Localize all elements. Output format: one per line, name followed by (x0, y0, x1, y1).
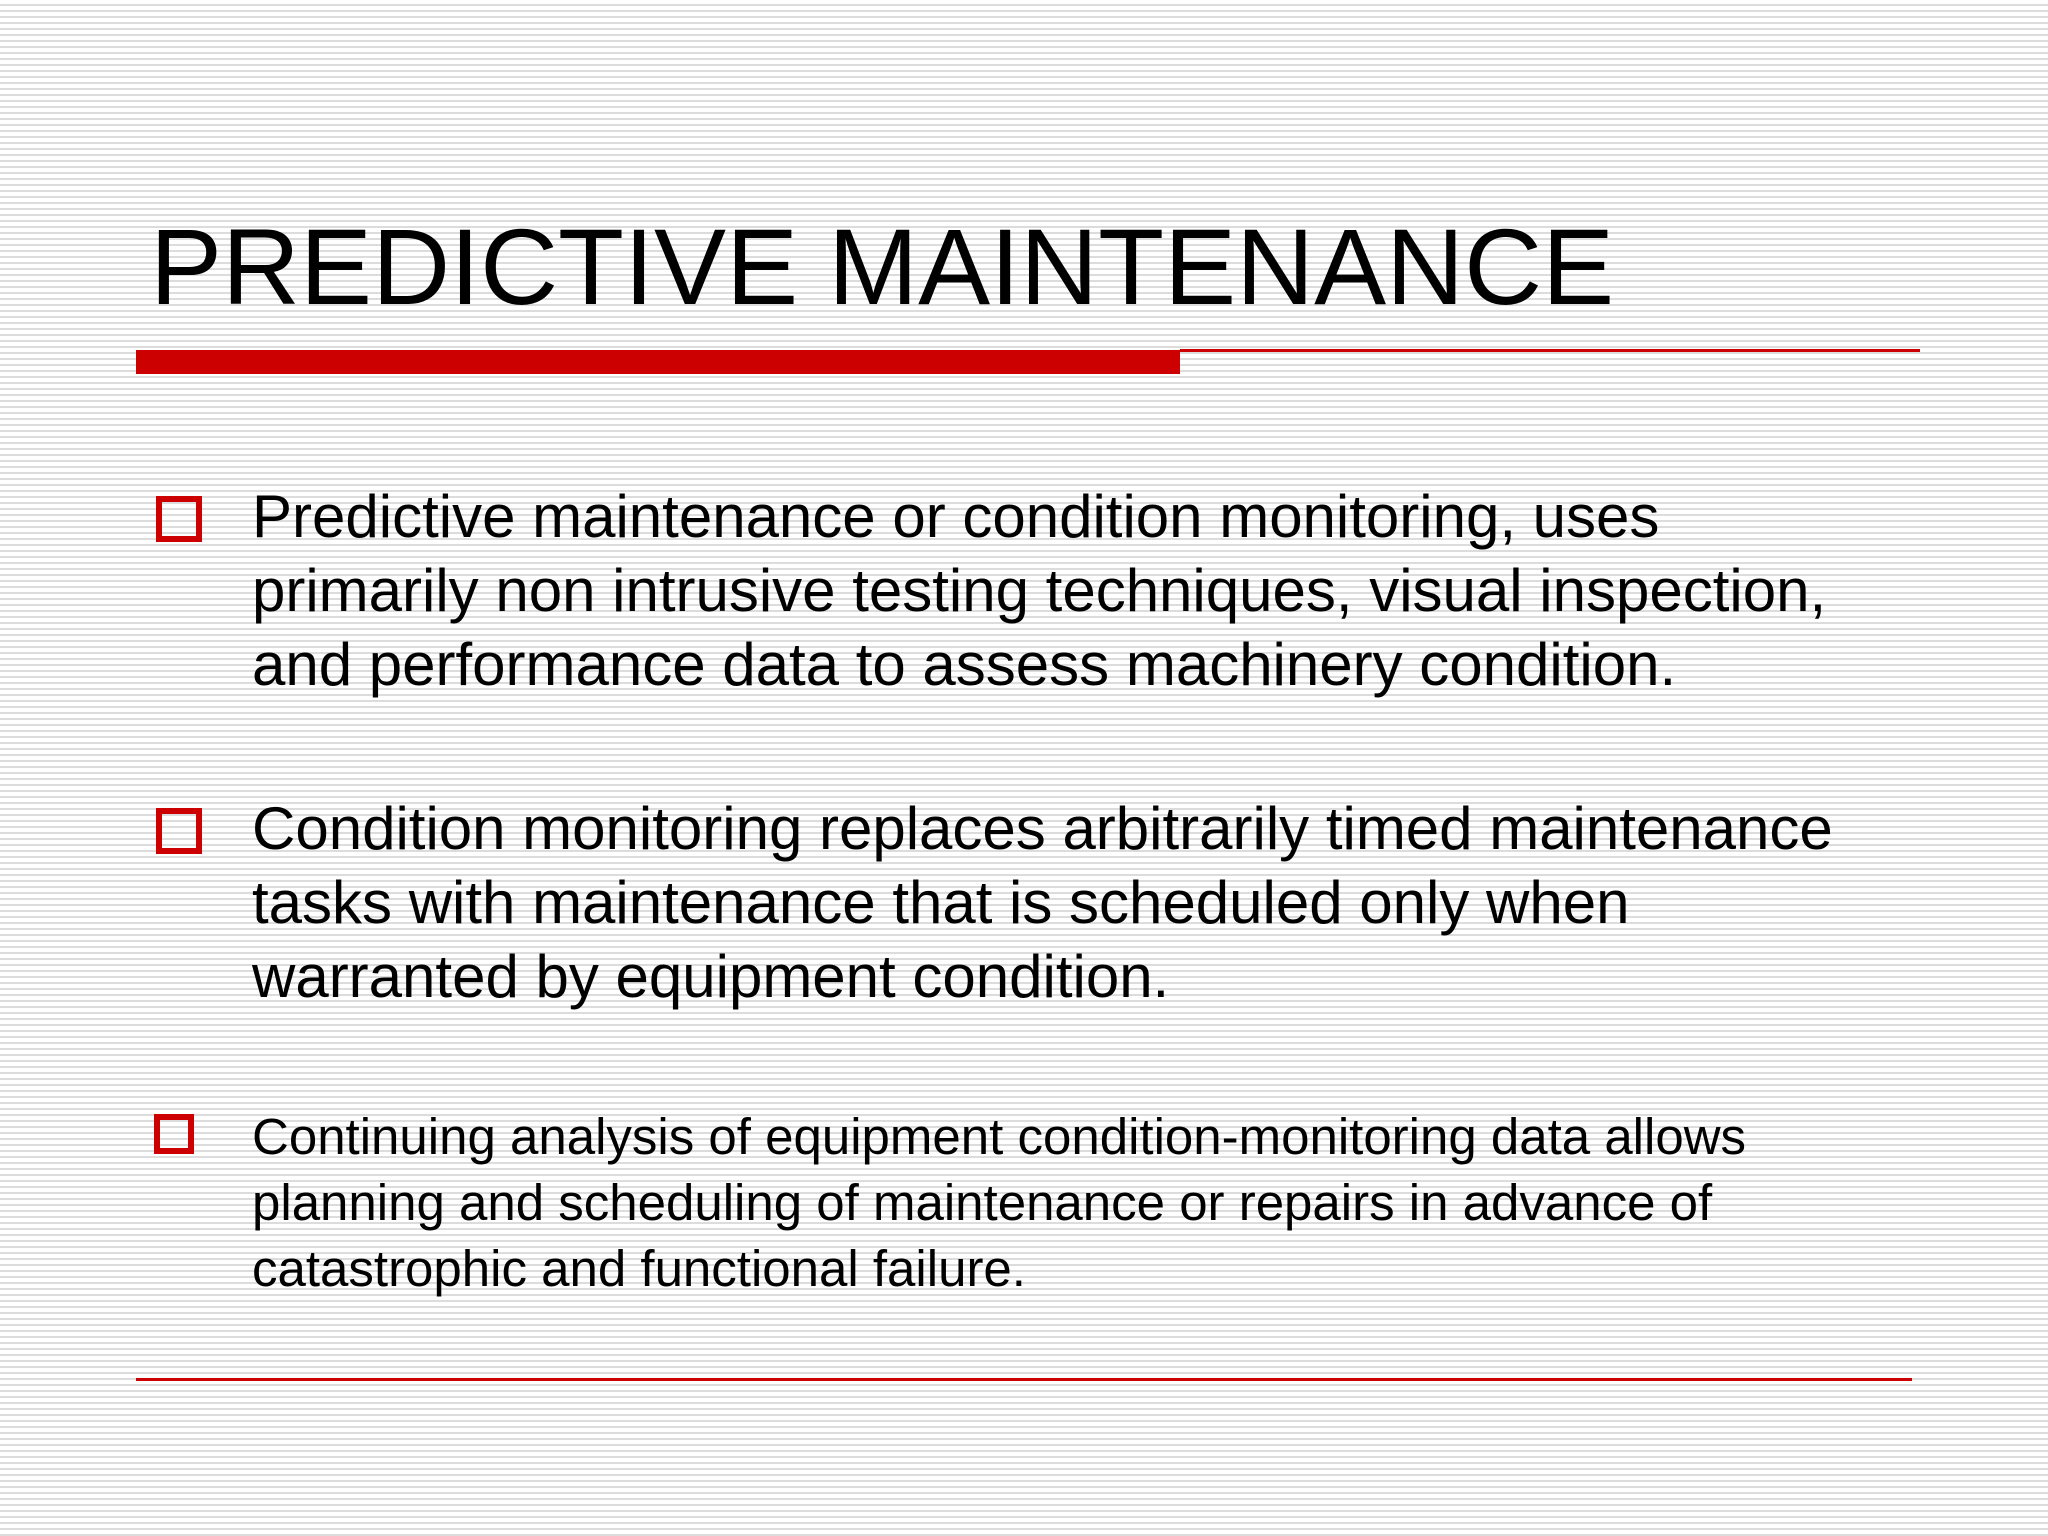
hollow-square-icon (156, 496, 202, 542)
bullet-text: Condition monitoring replaces arbitrarily timed maintenance tasks with maintenance that is scheduled only when warranted by equipment condition. (252, 795, 1833, 1010)
title-underline-thick (136, 350, 1180, 374)
hollow-square-icon (154, 1114, 194, 1154)
title-underline-thin (1180, 349, 1920, 352)
bullet-text: Continuing analysis of equipment condition-monitoring data allows planning and scheduling of maintenance or repairs in advance of catastrophic and functional failure. (252, 1108, 1747, 1297)
footer-rule (136, 1378, 1912, 1381)
bullet-text: Predictive maintenance or condition monitoring, uses primarily non intrusive testing techniques, visual inspection, and performance data to assess machinery condition. (252, 483, 1827, 698)
hollow-square-icon (156, 808, 202, 854)
slide-title: PREDICTIVE MAINTENANCE (150, 206, 1615, 327)
